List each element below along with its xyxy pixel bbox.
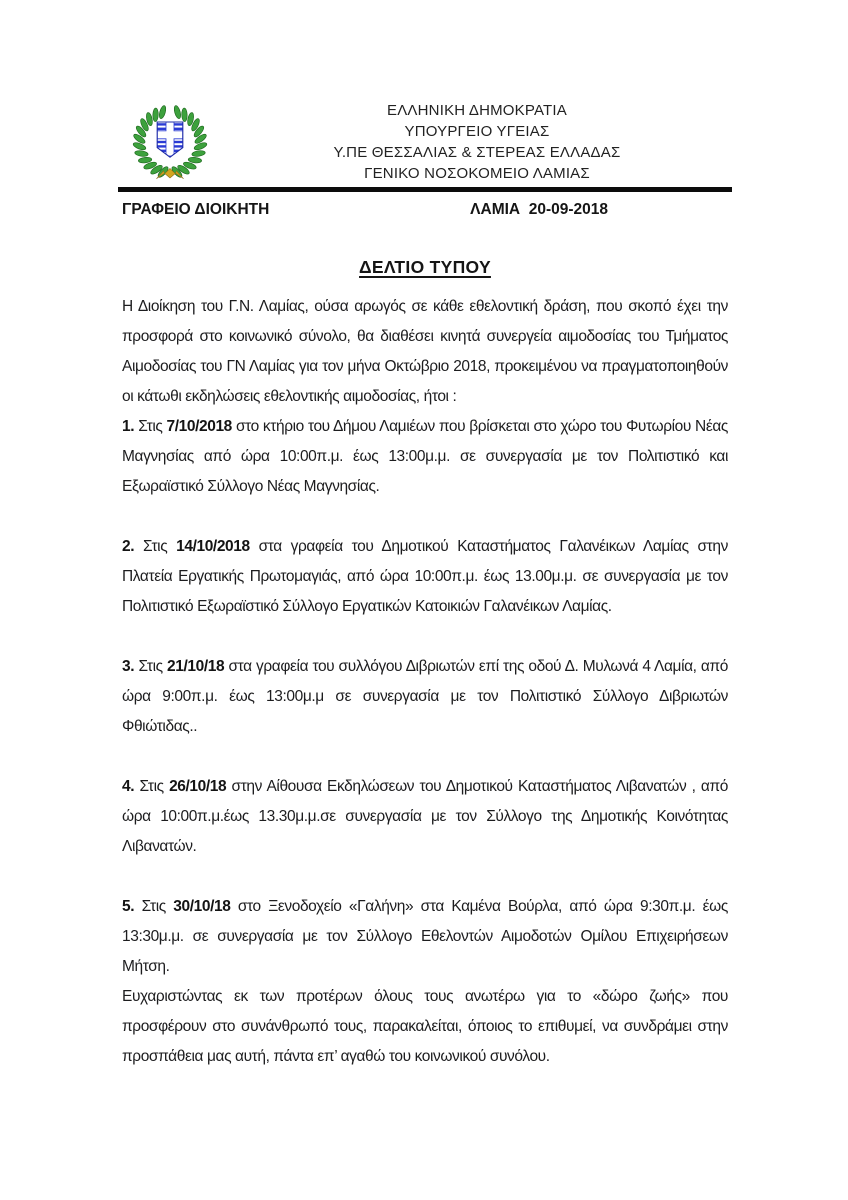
- greek-emblem-svg: [130, 102, 210, 182]
- item-text: στην Αίθουσα Εκδηλώσεων του Δημοτικού Καταστήματος Λιβανατών , από ώρα 10:00π.μ.έως 13.30μ.μ.σε συνεργασία με τον Σύλλογο της Δημοτικής Κοινότητας Λιβανατών.: [122, 778, 728, 855]
- event-item-1: [122, 412, 728, 502]
- item-text: στο Ξενοδοχείο «Γαλήνη» στα Καμένα Βούρλα, από ώρα 9:30π.μ. έως 13:30μ.μ. σε συνεργασία με τον Σύλλογο Εθελοντών Αιμοδοτών Ομίλου Επιχειρήσεων Μήτση.: [122, 898, 728, 975]
- closing-paragraph: Ευχαριστώντας εκ των προτέρων όλους τους ανωτέρω για το «δώρο ζωής» που προσφέρουν στο συνάνθρωπό τους, παρακαλείται, όποιος το επιθυμεί, να συνδράμει στην προσπάθεια μας αυτή, πάντα επ’ αγαθώ του κοινωνικού συνόλου.: [122, 988, 728, 1065]
- item-lead: Στις: [138, 418, 163, 435]
- item-text: στο κτήριο του Δήμου Λαμιέων που βρίσκεται στο χώρο του Φυτωρίου Νέας Μαγνησίας από ώρα 10:00π.μ. έως 13:00μ.μ. σε συνεργασία με τον Πολιτιστικό και Εξωραϊστικό Σύλλογο Νέας Μαγνησίας.: [122, 418, 728, 495]
- place-date: ΛΑΜΙΑ 20-09-2018: [470, 201, 608, 218]
- press-release-title: ΔΕΛΤΙΟ ΤΥΠΟΥ: [359, 257, 491, 277]
- office-date-row: [122, 199, 728, 220]
- item-number: 1.: [122, 418, 135, 435]
- item-lead: Στις: [143, 538, 168, 555]
- event-item-3: [122, 652, 728, 742]
- header-line-republic: ΕΛΛΗΝΙΚΗ ΔΗΜΟΚΡΑΤΙΑ: [387, 102, 567, 119]
- event-item-5: [122, 892, 728, 982]
- event-item-4: [122, 772, 728, 862]
- item-lead: Στις: [138, 658, 163, 675]
- header-line-region: Υ.ΠΕ ΘΕΣΣΑΛΙΑΣ & ΣΤΕΡΕΑΣ ΕΛΛΑΔΑΣ: [333, 144, 621, 161]
- header-line-ministry: ΥΠΟΥΡΓΕΙΟ ΥΓΕΙΑΣ: [404, 123, 550, 140]
- office-label: ΓΡΑΦΕΙΟ ΔΙΟΙΚΗΤΗ: [122, 201, 270, 218]
- item-date: 30/10/18: [173, 898, 231, 915]
- event-item-2: [122, 532, 728, 622]
- item-lead: Στις: [141, 898, 166, 915]
- item-number: 5.: [122, 898, 135, 915]
- item-date: 7/10/2018: [166, 418, 232, 435]
- greek-emblem-icon: [130, 100, 226, 182]
- government-header: [226, 100, 728, 184]
- item-text: στα γραφεία του Δημοτικού Καταστήματος Γαλανέικων Λαμίας στην Πλατεία Εργατικής Πρωτομαγιάς, από ώρα 10:00π.μ. έως 13.00μ.μ. σε συνεργασία με τον Πολιτιστικό Εξωραϊστικό Σύλλογο Εργατικών Κατοικιών Γαλανέικων Λαμίας.: [122, 538, 728, 615]
- cross-shield: [157, 122, 183, 157]
- masthead: [122, 100, 728, 184]
- intro-paragraph: Η Διοίκηση του Γ.Ν. Λαμίας, ούσα αρωγός σε κάθε εθελοντική δράση, που σκοπό έχει την προσφορά στο κοινωνικό σύνολο, θα διαθέσει κινητά συνεργεία αιμοδοσίας του Τμήματος Αιμοδοσίας του ΓΝ Λαμίας για τον μήνα Οκτώβριο 2018, προκειμένου να πραγματοποιηθούν οι κάτωθι εκδηλώσεις εθελοντικής αιμοδοσίας, ήτοι :: [122, 298, 728, 405]
- item-date: 26/10/18: [169, 778, 227, 795]
- header-divider: [118, 187, 732, 192]
- item-date: 14/10/2018: [176, 538, 250, 555]
- item-text: στα γραφεία του συλλόγου Διβριωτών επί της οδού Δ. Μυλωνά 4 Λαμία, από ώρα 9:00π.μ. έως 13:00μ.μ σε συνεργασία με τον Πολιτιστικό Σύλλογο Διβριωτών Φθιώτιδας..: [122, 658, 728, 735]
- item-number: 3.: [122, 658, 135, 675]
- header-line-hospital: ΓΕΝΙΚΟ ΝΟΣΟΚΟΜΕΙΟ ΛΑΜΙΑΣ: [364, 165, 590, 182]
- item-date: 21/10/18: [167, 658, 225, 675]
- item-number: 4.: [122, 778, 135, 795]
- item-lead: Στις: [139, 778, 164, 795]
- item-number: 2.: [122, 538, 135, 555]
